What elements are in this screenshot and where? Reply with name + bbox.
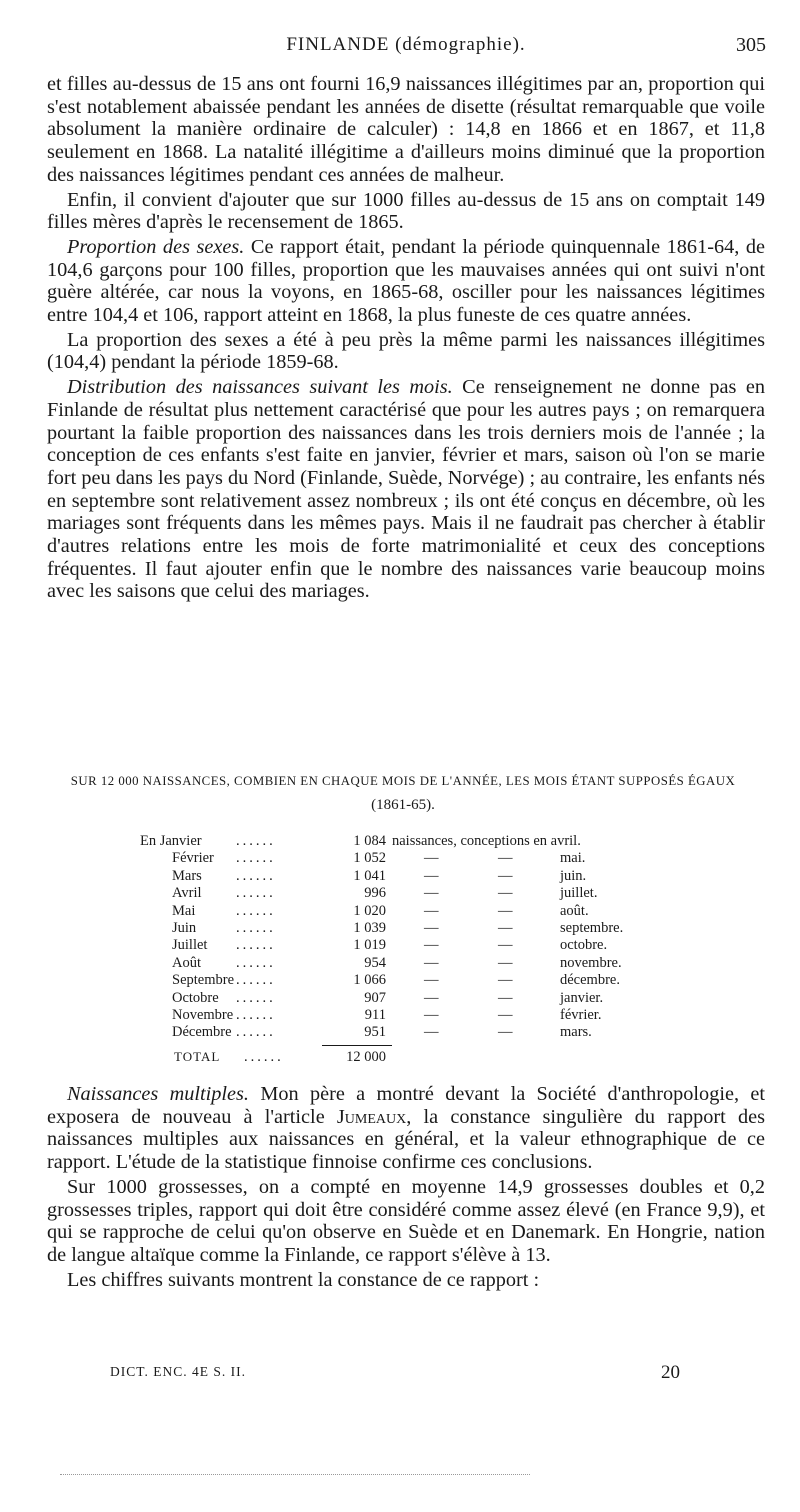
table-row [140, 972, 660, 989]
ditto-dash: — [424, 885, 439, 902]
bottom-divider [60, 1474, 530, 1475]
ditto-dash: — [498, 1024, 513, 1041]
dot-leader: ...... [236, 937, 276, 954]
dot-leader: ...... [236, 867, 276, 884]
births-value: 1 084 [353, 833, 386, 849]
conception-month: mai. [560, 850, 586, 867]
table-caption [38, 774, 768, 814]
table-caption-period: (1861-65). [371, 797, 435, 813]
table-row [140, 850, 660, 867]
table-row [140, 885, 660, 902]
ditto-dash: — [424, 972, 439, 989]
dot-leader: ...... [236, 1006, 276, 1023]
table-row [140, 990, 660, 1007]
ditto-dash: — [424, 867, 439, 884]
births-value: 911 [364, 1006, 386, 1023]
ditto-dash: — [498, 1006, 513, 1023]
page-footer [110, 1362, 680, 1384]
table-total-row [140, 1046, 660, 1066]
total-label: TOTAL [174, 1048, 221, 1064]
table-row [140, 1007, 660, 1024]
paragraph-multiple-births-text-a: Mon père a montré devant la Société d'anthropologie, et exposera de nouveau à l'article [47, 1083, 765, 1128]
month-name: Juin [172, 919, 197, 936]
table-row [140, 955, 660, 972]
paragraph-multiple-births [47, 1083, 765, 1174]
section-heading-sex-ratio: Proportion des sexes. [67, 235, 245, 258]
month-name: Septembre [172, 972, 235, 989]
paragraph-monthly-distribution-text: Ce renseignement ne donne pas en Finlande de résultat plus nettement caractérisé que pour les autres pays ; on remarquera pourtant la faible proportion des naissances dans les trois derniers mois de l'année ; la conception de ces enfants s'est faite en janvier, février et mars, saison où l'on se marie fort peu dans les pays du Nord (Finlande, Suède, Norvége) ; au contraire, les enfants nés en septembre sont relativement assez nombreux ; ils ont été conçus en décembre, où les mariages sont fréquents dans les mêmes pays. Mais il ne faudrait pas chercher à établir d'autres relations entre les mois de forte matrimonialité et ceux des conceptions fréquentes. Il faut ajouter enfin que le nombre des naissances varie beaucoup moins avec les saisons que celui des mariages. [47, 376, 765, 603]
month-name: Juillet [172, 937, 208, 954]
page-number: 305 [736, 34, 766, 56]
total-rule [322, 1045, 392, 1046]
conception-month: juillet. [560, 885, 598, 902]
table-caption-title: SUR 12 000 NAISSANCES, COMBIEN EN CHAQUE MOIS DE L'ANNÉE, LES MOIS ÉTANT SUPPOSÉS ÉGAUX [70, 774, 736, 788]
table-row [140, 868, 660, 885]
births-value: 1 020 [353, 902, 386, 919]
ditto-dash: — [424, 850, 439, 867]
dot-leader: ...... [236, 833, 276, 849]
section-heading-monthly-distribution: Distribution des naissances suivant les mois. [67, 376, 453, 399]
ditto-dash: — [498, 850, 513, 867]
footer-signature: DICT. ENC. 4E S. II. [110, 1364, 246, 1379]
ditto-dash: — [424, 902, 439, 919]
month-name: Avril [172, 885, 202, 902]
conception-month: septembre. [560, 919, 624, 936]
dot-leader: ...... [236, 850, 276, 867]
ditto-dash: — [424, 919, 439, 936]
births-value: 996 [364, 885, 386, 902]
conception-month: juin. [560, 867, 587, 884]
paragraph-sex-ratio-text: Ce rapport était, pendant la période quinquennale 1861-64, de 104,6 garçons pour 100 filles, proportion que les mauvaises années qui ont suivi n'ont guère altérée, car nous la voyons, en 1865-68, osciller pour les naissances légitimes entre 104,4 et 106, rapport atteint en 1868, la plus funeste de ces quatre années. [47, 235, 765, 327]
births-by-month-table [140, 833, 660, 1066]
cross-reference-jumeaux: Jumeaux [336, 1105, 407, 1128]
month-name: Mai [172, 902, 196, 919]
births-value: 951 [364, 1024, 386, 1041]
ditto-dash: — [498, 954, 513, 971]
ditto-dash: — [424, 989, 439, 1006]
section-heading-multiple-births: Naissances multiples. [67, 1083, 250, 1105]
month-name: Février [172, 850, 214, 867]
conception-month: février. [560, 1006, 602, 1023]
table-row [140, 1024, 660, 1041]
paragraph-illegitimate-births: et filles au-dessus de 15 ans ont fourni 16,9 naissances illégitimes par an, proportion qui s'est notablement abaissée pendant les années de disette (résultat remarquable que voile absolument la manière ordinaire de calculer) : 14,8 en 1866 et en 1867, et 11,8 seulement en 1868. La natalité illégitime a d'ailleurs moins diminué que la proportion des naissances légitimes pendant ces années de malheur. [47, 73, 765, 186]
births-value: 1 041 [353, 867, 386, 884]
conception-month: décembre. [560, 972, 620, 989]
births-value: 1 052 [353, 850, 386, 867]
body-text [47, 73, 765, 605]
ditto-dash: — [424, 937, 439, 954]
month-name: Novembre [172, 1006, 234, 1023]
total-value: 12 000 [346, 1048, 386, 1065]
ditto-dash: — [424, 1006, 439, 1023]
ditto-dash: — [498, 867, 513, 884]
dot-leader: ...... [236, 1024, 276, 1041]
ditto-dash: — [498, 902, 513, 919]
paragraph-illegitimate-sex-ratio: La proportion des sexes a été à peu près la même parmi les naissances illégitimes (104,4) pendant la période 1859-68. [47, 328, 765, 374]
paragraph-constance: Les chiffres suivants montrent la constance de ce rapport : [67, 1268, 540, 1291]
births-value: 1 066 [353, 972, 386, 989]
dot-leader: ...... [236, 885, 276, 902]
paragraph-sex-ratio [47, 236, 765, 327]
births-value: 1 039 [353, 919, 386, 936]
ditto-dash: — [498, 919, 513, 936]
month-name: Août [172, 954, 201, 971]
table-row [140, 920, 660, 937]
ditto-dash: — [424, 954, 439, 971]
paragraph-multiple-births-text-b: , la constance singulière du rapport des naissances multiples aux naissances en général, et la valeur ethnographique de ce rapport. L'étude de la statistique finnoise confirme ces conclusions. [47, 1105, 765, 1174]
births-value: 907 [364, 989, 386, 1006]
month-name: En Janvier [140, 833, 202, 849]
conception-month: novembre. [560, 954, 622, 971]
month-name: Décembre [172, 1024, 232, 1041]
page-title: FINLANDE (démographie). [286, 34, 526, 55]
conception-month: janvier. [560, 989, 604, 1006]
first-row-header-text: naissances, conceptions en avril. [392, 833, 581, 849]
month-name: Octobre [172, 989, 219, 1006]
paragraph-monthly-distribution [47, 376, 765, 603]
dot-leader: ...... [236, 954, 276, 971]
month-name: Mars [172, 867, 202, 884]
ditto-dash: — [498, 989, 513, 1006]
dot-leader: ...... [244, 1048, 284, 1065]
table-row [140, 937, 660, 954]
dot-leader: ...... [236, 989, 276, 1006]
table-row [140, 903, 660, 920]
ditto-dash: — [498, 937, 513, 954]
dot-leader: ...... [236, 972, 276, 989]
table-row [140, 833, 660, 850]
paragraph-twin-rates: Sur 1000 grossesses, on a compté en moyenne 14,9 grossesses doubles et 0,2 grossesses triples, rapport qui doit être considéré comme assez élevé (en France 9,9), et qui se rapproche de celui qu'on observe en Suède et en Danemark. En Hongrie, nation de langue altaïque comme la Finlande, ce rapport s'élève à 13. [47, 1175, 765, 1266]
births-value: 1 019 [353, 937, 386, 954]
paragraph-unwed-mothers: Enfin, il convient d'ajouter que sur 1000 filles au-dessus de 15 ans on comptait 149 filles mères d'après le recensement de 1865. [47, 188, 765, 234]
body-text-continued [47, 1083, 765, 1293]
ditto-dash: — [498, 972, 513, 989]
conception-month: mars. [560, 1024, 592, 1041]
conception-month: octobre. [560, 937, 608, 954]
dot-leader: ...... [236, 919, 276, 936]
births-value: 954 [364, 954, 386, 971]
conception-month: août. [560, 902, 589, 919]
running-head [46, 34, 766, 60]
dot-leader: ...... [236, 902, 276, 919]
footer-sheet-number: 20 [661, 1362, 680, 1383]
ditto-dash: — [424, 1024, 439, 1041]
ditto-dash: — [498, 885, 513, 902]
